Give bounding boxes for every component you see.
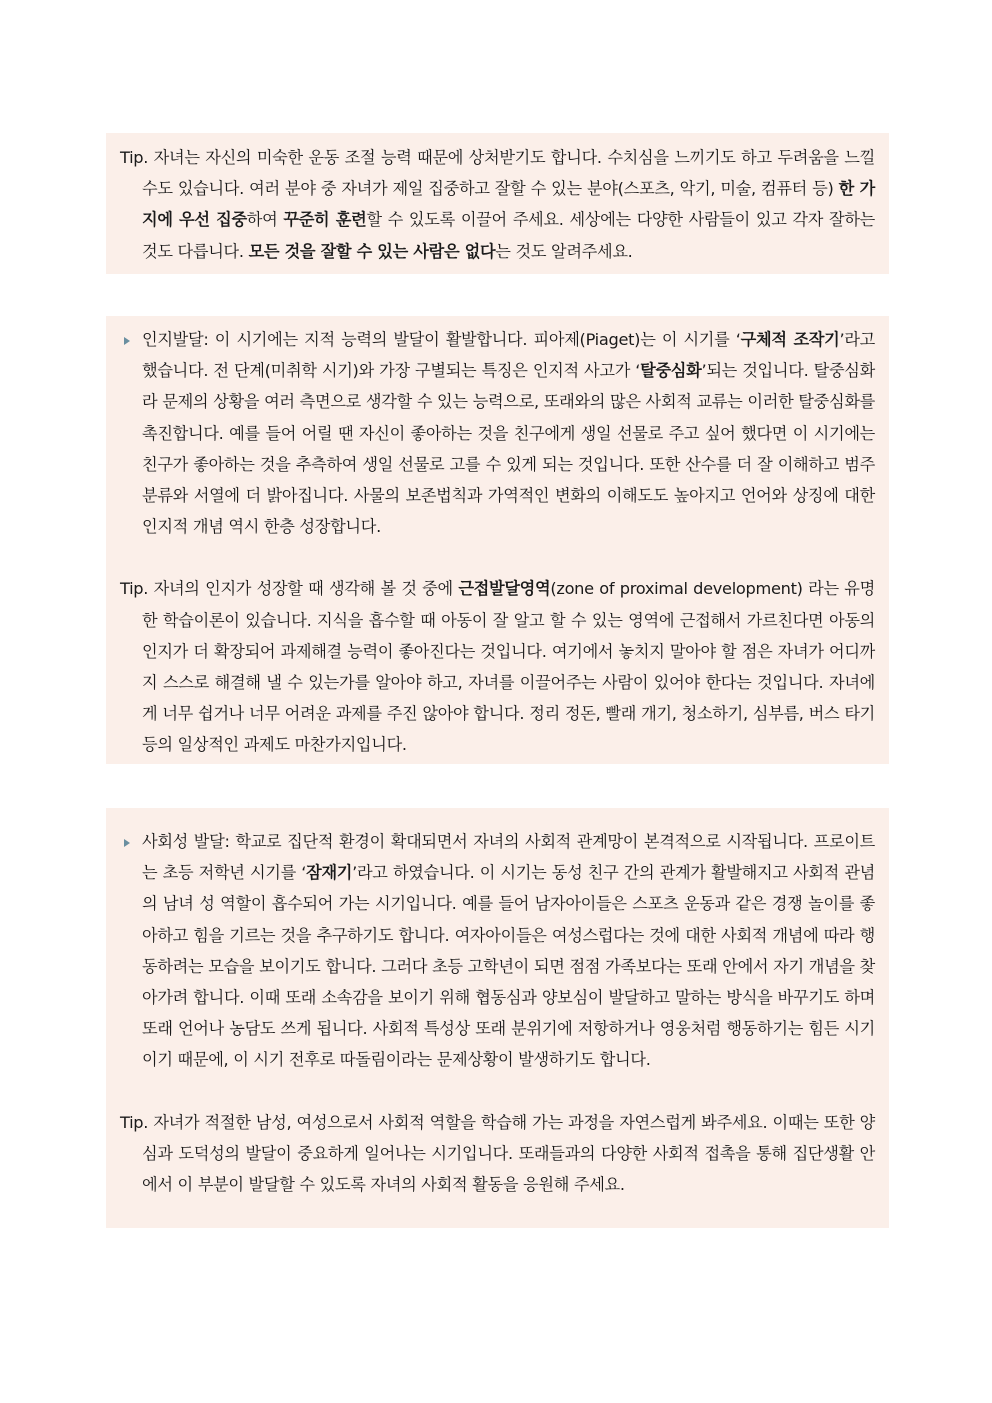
- text-segment: 자녀가 적절한 남성, 여성으로서 사회적 역할을 학습해 가는 과정을 자연스럽게 봐주세요. 이때는 또한 양심과 도덕성의 발달이 중요하게 일어나는 시기입니다. 또래들과의 다양한 사회적 접촉을 통해 집단생활 안에서 이 부분이 발달할 수 있도록 자녀의 사회적 활동을 응원해 주세요.: [142, 1112, 875, 1195]
- emphasis-text: 한 가지에 우선 집중: [142, 179, 875, 230]
- emphasis-text: 잠재기: [306, 863, 353, 883]
- emphasis-text: 근접발달영역: [458, 579, 551, 599]
- tip-paragraph: [120, 142, 875, 267]
- tip-paragraph-social: [120, 1107, 875, 1201]
- text-segment: 하여: [246, 210, 284, 230]
- section-box-cognitive: [106, 316, 889, 764]
- text-segment: 자녀는 자신의 미숙한 운동 조절 능력 때문에 상처받기도 합니다. 수치심을 느끼기도 하고 두려움을 느낄 수도 있습니다. 여러 분야 중 자녀가 제일 집중하고 잘할 수 있는 분야(스포츠, 악기, 미술, 컴퓨터 등): [142, 148, 875, 199]
- emphasis-text: 꾸준히 훈련: [283, 210, 367, 230]
- section-box-social: [106, 808, 889, 1228]
- text-segment: 사회성 발달: 학교로 집단적 환경이 확대되면서 자녀의 사회적 관계망이 본격적으로 시작됩니다. 프로이트는 초등 저학년 시기를 ‘: [142, 832, 875, 883]
- paragraph-gap: [120, 1076, 875, 1107]
- text-segment: 인지발달: 이 시기에는 지적 능력의 발달이 활발합니다. 피아제(Piaget)는 이 시기를 ‘: [142, 330, 741, 349]
- emphasis-text: 모든 것을 잘할 수 있는 사람은 없다: [248, 241, 496, 261]
- emphasis-text: 구체적 조작기: [740, 330, 840, 349]
- emphasis-text: 탈중심화: [640, 361, 702, 381]
- triangle-bullet-icon: [124, 839, 130, 847]
- tip-box-motor: [106, 133, 889, 274]
- text-segment: ’되는 것입니다. 탈중심화라 문제의 상황을 여러 측면으로 생각할 수 있는 능력으로, 또래와의 많은 사회적 교류는 이러한 탈중심화를 촉진합니다. 예를 들어 어릴 땐 자신이 좋아하는 것을 친구에게 생일 선물로 주고 싶어 했다면 이 시기에는 친구가 좋아하는 것을 추측하여 생일 선물로 고를 수 있게 되는 것입니다. 또한 산수를 더 잘 이해하고 범주 분류와 서열에 더 밝아집니다. 사물의 보존법칙과 가역적인 변화의 이해도도 높아지고 언어와 상징에 대한 인지적 개념 역시 한층 성장합니다.: [142, 361, 875, 537]
- text-segment: 자녀의 인지가 성장할 때 생각해 볼 것 중에: [153, 579, 459, 599]
- text-segment: 는 것도 알려주세요.: [495, 241, 633, 261]
- paragraph-gap: [120, 542, 875, 573]
- text-segment: ’라고 했습니다. 전 단계(미취학 시기)와 가장 구별되는 특징은 인지적 사고가 ‘: [142, 330, 875, 381]
- bullet-paragraph-social: [120, 826, 875, 1076]
- triangle-bullet-icon: [124, 337, 130, 345]
- text-segment: ’라고 하였습니다. 이 시기는 동성 친구 간의 관계가 활발해지고 사회적 관념의 남녀 성 역할이 흡수되어 가는 시기입니다. 예를 들어 남자아이들은 스포츠 운동과 같은 경쟁 놀이를 좋아하고 힘을 기르는 것을 추구하기도 합니다. 여자아이들은 여성스럽다는 것에 대한 사회적 개념에 따라 행동하려는 모습을 보이기도 합니다. 그러다 초등 고학년이 되면 점점 가족보다는 또래 안에서 자기 개념을 찾아가려 합니다. 이때 또래 소속감을 보이기 위해 협동심과 양보심이 발달하고 말하는 방식을 바꾸기도 하며 또래 언어나 농담도 쓰게 됩니다. 사회적 특성상 또래 분위기에 저항하거나 영웅처럼 행동하기는 힘든 시기이기 때문에, 이 시기 전후로 따돌림이라는 문제상황이 발생하기도 합니다.: [142, 863, 875, 1070]
- text-segment: (zone of proximal development) 라는 유명한 학습이론이 있습니다. 지식을 흡수할 때 아동이 잘 알고 할 수 있는 영역에 근접해서 가르친다면 아동의 인지가 더 확장되어 과제해결 능력이 좋아진다는 것입니다. 여기에서 놓치지 말아야 할 점은 자녀가 어디까지 스스로 해결해 낼 수 있는가를 알아야 하고, 자녀를 이끌어주는 사람이 있어야 한다는 것입니다. 자녀에게 너무 쉽거나 너무 어려운 과제를 주진 않아야 합니다. 정리 정돈, 빨래 개기, 청소하기, 심부름, 버스 타기 등의 일상적인 과제도 마찬가지입니다.: [142, 579, 875, 755]
- tip-prefix: Tip.: [120, 1112, 154, 1132]
- tip-prefix: Tip.: [120, 148, 154, 167]
- bullet-paragraph-cognitive: [120, 324, 875, 542]
- tip-paragraph-cognitive: [120, 573, 875, 760]
- text-segment: 할 수 있도록 이끌어 주세요. 세상에는 다양한 사람들이 있고 각자 잘하는 것도 다릅니다.: [142, 210, 875, 261]
- tip-prefix: Tip.: [120, 579, 154, 599]
